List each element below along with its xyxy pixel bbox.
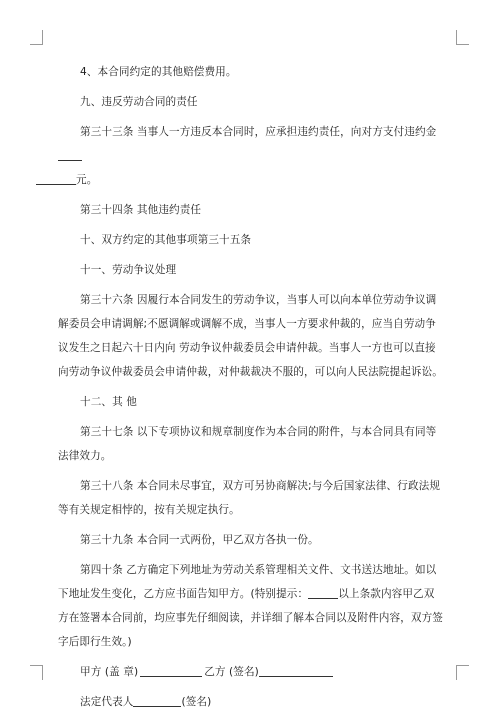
party-a-seal-label: 甲方 (盖 章) [80, 666, 139, 678]
party-b-sign-label: 乙方 (签名) [204, 666, 259, 678]
blank-line [58, 148, 82, 161]
crop-mark-top-left [30, 30, 43, 45]
crop-mark-bottom-left [30, 665, 43, 680]
section-heading-9: 九、违反劳动合同的责任 [80, 96, 198, 108]
article-40-note: 以上条款内容甲乙双方在签署本合同前，均应事先仔细阅读，并详细了解本合同以及附件内容，双方签字后即行生效。) [58, 588, 443, 648]
blank-line [36, 172, 76, 185]
blank-line [259, 664, 333, 677]
article-39: 第三十九条 本合同一式两份，甲乙双方各执一份。 [80, 534, 319, 546]
blank-line [133, 694, 181, 707]
article-36: 第三十六条 因履行本合同发生的劳动争议，当事人可以向本单位劳动争议调解委员会申请调解;不愿调解或调解不成，当事人一方要求仲裁的，应当自劳动争议发生之日起六十日内向 劳动争议仲裁委员会申请仲裁。当事人一方也可以直接向劳动争议仲裁委员会申请仲裁，对仲裁裁决不服的，可以向人民法院提起诉讼。 [58, 294, 443, 378]
blank-line [308, 586, 338, 599]
document-body [58, 60, 444, 720]
article-33 [58, 120, 444, 192]
paragraph-compensation: 4、本合同约定的其他赔偿费用。 [80, 66, 237, 78]
article-40 [58, 558, 444, 654]
signature-party-a-b [58, 660, 444, 684]
crop-mark-top-right [456, 30, 469, 45]
article-34: 第三十四条 其他违约责任 [80, 204, 202, 216]
crop-mark-bottom-right [456, 665, 469, 680]
legal-rep-label: 法定代表人 [80, 696, 134, 708]
article-37: 第三十七条 以下专项协议和规章制度作为本合同的附件，与本合同具有同等法律效力。 [58, 426, 437, 462]
article-33-text: 第三十三条 当事人一方违反本合同时，应承担违约责任，向对方支付违约金 [80, 126, 437, 138]
section-heading-11: 十一、劳动争议处理 [80, 264, 177, 276]
signature-legal-rep [58, 690, 444, 714]
blank-line [140, 664, 202, 677]
article-33-suffix: 元。 [76, 174, 98, 186]
section-heading-10: 十、双方约定的其他事项第三十五条 [80, 234, 252, 246]
article-40-text: 第四十条 乙方确定下列地址为劳动关系管理相关文件、文书送达地址。如以下地址发生变化，乙方应书面告知甲方。(特别提示： [58, 564, 437, 600]
article-38: 第三十八条 本合同未尽事宜，双方可另协商解决;与今后国家法律、行政法规等有关规定相悖的，按有关规定执行。 [58, 480, 441, 516]
legal-rep-sign-label: (签名) [181, 696, 212, 708]
section-heading-12: 十二、其 他 [80, 396, 137, 408]
